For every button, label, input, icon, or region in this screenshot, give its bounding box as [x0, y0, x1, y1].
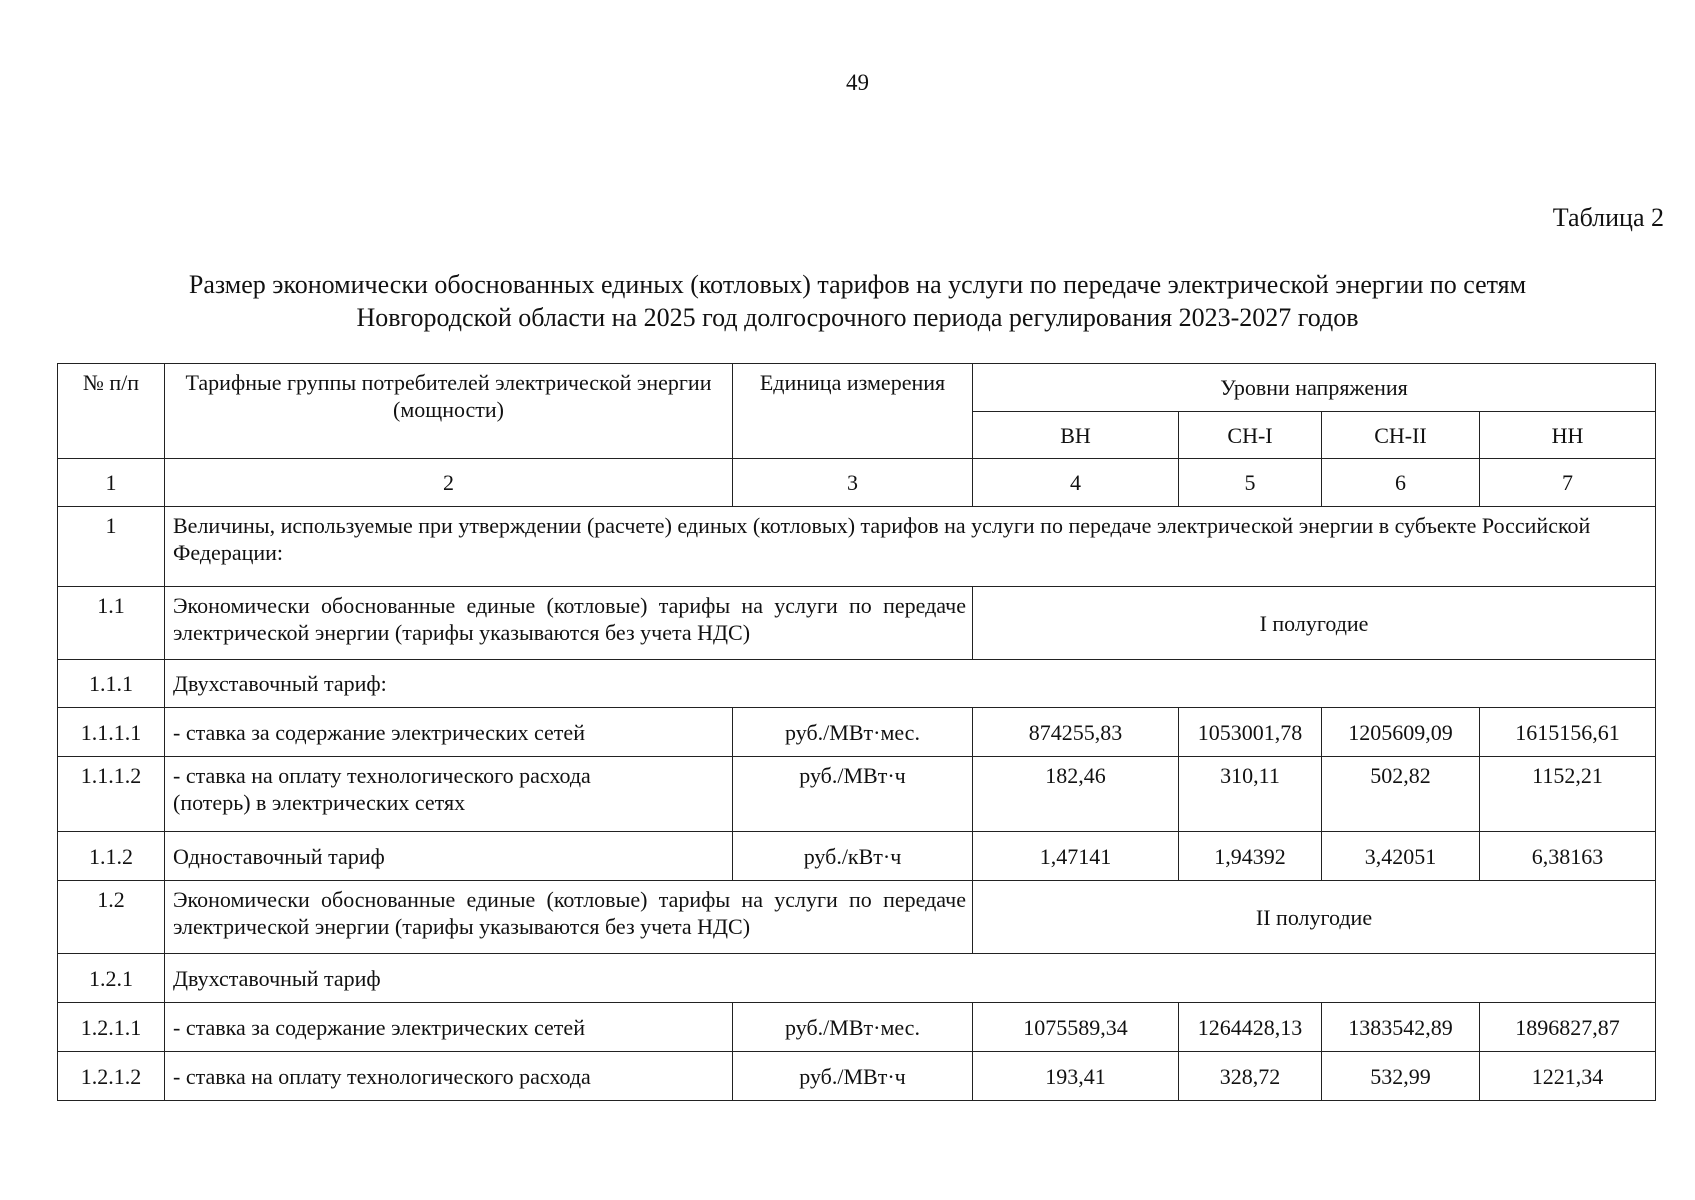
value-sn1: 1,94392 — [1179, 832, 1322, 881]
row-description: - ставка на оплату технологического расхода — [165, 1052, 733, 1101]
table-row — [58, 832, 1656, 881]
row-unit: руб./МВт·ч — [733, 1052, 973, 1101]
header-no: № п/п — [58, 364, 165, 459]
header-unit: Единица измерения — [733, 364, 973, 459]
row-unit: руб./МВт·ч — [733, 757, 973, 832]
value-sn2: 1205609,09 — [1322, 708, 1480, 757]
value-vn: 193,41 — [973, 1052, 1179, 1101]
period-label: I полугодие — [973, 587, 1656, 660]
table-row — [58, 1052, 1656, 1101]
table-title — [90, 268, 1625, 334]
value-nn: 1152,21 — [1480, 757, 1656, 832]
column-index: 6 — [1322, 459, 1480, 507]
table-row — [58, 881, 1656, 954]
value-sn1: 310,11 — [1179, 757, 1322, 832]
value-sn1: 328,72 — [1179, 1052, 1322, 1101]
table-row — [58, 507, 1656, 587]
header-groups: Тарифные группы потребителей электрической энергии (мощности) — [165, 364, 733, 459]
row-number: 1.2.1.1 — [58, 1003, 165, 1052]
level-vn: ВН — [973, 412, 1179, 459]
header-voltage-levels: Уровни напряжения — [973, 364, 1656, 412]
column-index: 2 — [165, 459, 733, 507]
value-nn: 1221,34 — [1480, 1052, 1656, 1101]
page-number: 49 — [846, 70, 869, 95]
row-description: - ставка на оплату технологического расхода (потерь) в электрических сетях — [165, 757, 733, 832]
tariffs-table — [57, 363, 1656, 1101]
period-label: II полугодие — [973, 881, 1656, 954]
value-nn: 1896827,87 — [1480, 1003, 1656, 1052]
value-nn: 1615156,61 — [1480, 708, 1656, 757]
column-index-row — [58, 459, 1656, 507]
value-sn2: 3,42051 — [1322, 832, 1480, 881]
value-sn2: 532,99 — [1322, 1052, 1480, 1101]
row-number: 1.1.1 — [58, 660, 165, 708]
table-row — [58, 708, 1656, 757]
value-vn: 1,47141 — [973, 832, 1179, 881]
column-index: 1 — [58, 459, 165, 507]
row-number: 1.1.1.1 — [58, 708, 165, 757]
header-row — [58, 364, 1656, 412]
column-index: 3 — [733, 459, 973, 507]
row-unit: руб./МВт·мес. — [733, 1003, 973, 1052]
value-nn: 6,38163 — [1480, 832, 1656, 881]
level-sn2: СН-II — [1322, 412, 1480, 459]
level-sn1: СН-I — [1179, 412, 1322, 459]
row-number: 1.2 — [58, 881, 165, 954]
level-nn: НН — [1480, 412, 1656, 459]
row-number: 1 — [58, 507, 165, 587]
row-number: 1.1.1.2 — [58, 757, 165, 832]
value-sn1: 1264428,13 — [1179, 1003, 1322, 1052]
value-vn: 874255,83 — [973, 708, 1179, 757]
value-sn1: 1053001,78 — [1179, 708, 1322, 757]
row-description: Двухставочный тариф: — [165, 660, 1656, 708]
row-description: - ставка за содержание электрических сетей — [165, 1003, 733, 1052]
table-row — [58, 1003, 1656, 1052]
row-number: 1.1.2 — [58, 832, 165, 881]
row-description: Величины, используемые при утверждении (расчете) единых (котловых) тарифов на услуги по передаче электрической энергии в субъекте Российской Федерации: — [165, 507, 1656, 587]
column-index: 7 — [1480, 459, 1656, 507]
column-index: 5 — [1179, 459, 1322, 507]
value-vn: 182,46 — [973, 757, 1179, 832]
table-row — [58, 757, 1656, 832]
row-number: 1.1 — [58, 587, 165, 660]
table-row — [58, 954, 1656, 1003]
table-row — [58, 660, 1656, 708]
column-index: 4 — [973, 459, 1179, 507]
row-number: 1.2.1 — [58, 954, 165, 1003]
row-description: Двухставочный тариф — [165, 954, 1656, 1003]
table-row — [58, 587, 1656, 660]
value-sn2: 1383542,89 — [1322, 1003, 1480, 1052]
title-line-2: Новгородской области на 2025 год долгосрочного периода регулирования 2023-2027 годов — [356, 303, 1359, 332]
row-description: Экономически обоснованные единые (котловые) тарифы на услуги по передаче электрической энергии (тарифы указываются без учета НДС) — [165, 587, 973, 660]
row-unit: руб./МВт·мес. — [733, 708, 973, 757]
value-vn: 1075589,34 — [973, 1003, 1179, 1052]
row-description: Экономически обоснованные единые (котловые) тарифы на услуги по передаче электрической энергии (тарифы указываются без учета НДС) — [165, 881, 973, 954]
table-label: Таблица 2 — [1552, 203, 1664, 232]
row-number: 1.2.1.2 — [58, 1052, 165, 1101]
row-description: Одноставочный тариф — [165, 832, 733, 881]
value-sn2: 502,82 — [1322, 757, 1480, 832]
row-unit: руб./кВт·ч — [733, 832, 973, 881]
title-line-1: Размер экономически обоснованных единых (котловых) тарифов на услуги по передаче электрической энергии по сетям — [188, 270, 1527, 299]
row-description: - ставка за содержание электрических сетей — [165, 708, 733, 757]
